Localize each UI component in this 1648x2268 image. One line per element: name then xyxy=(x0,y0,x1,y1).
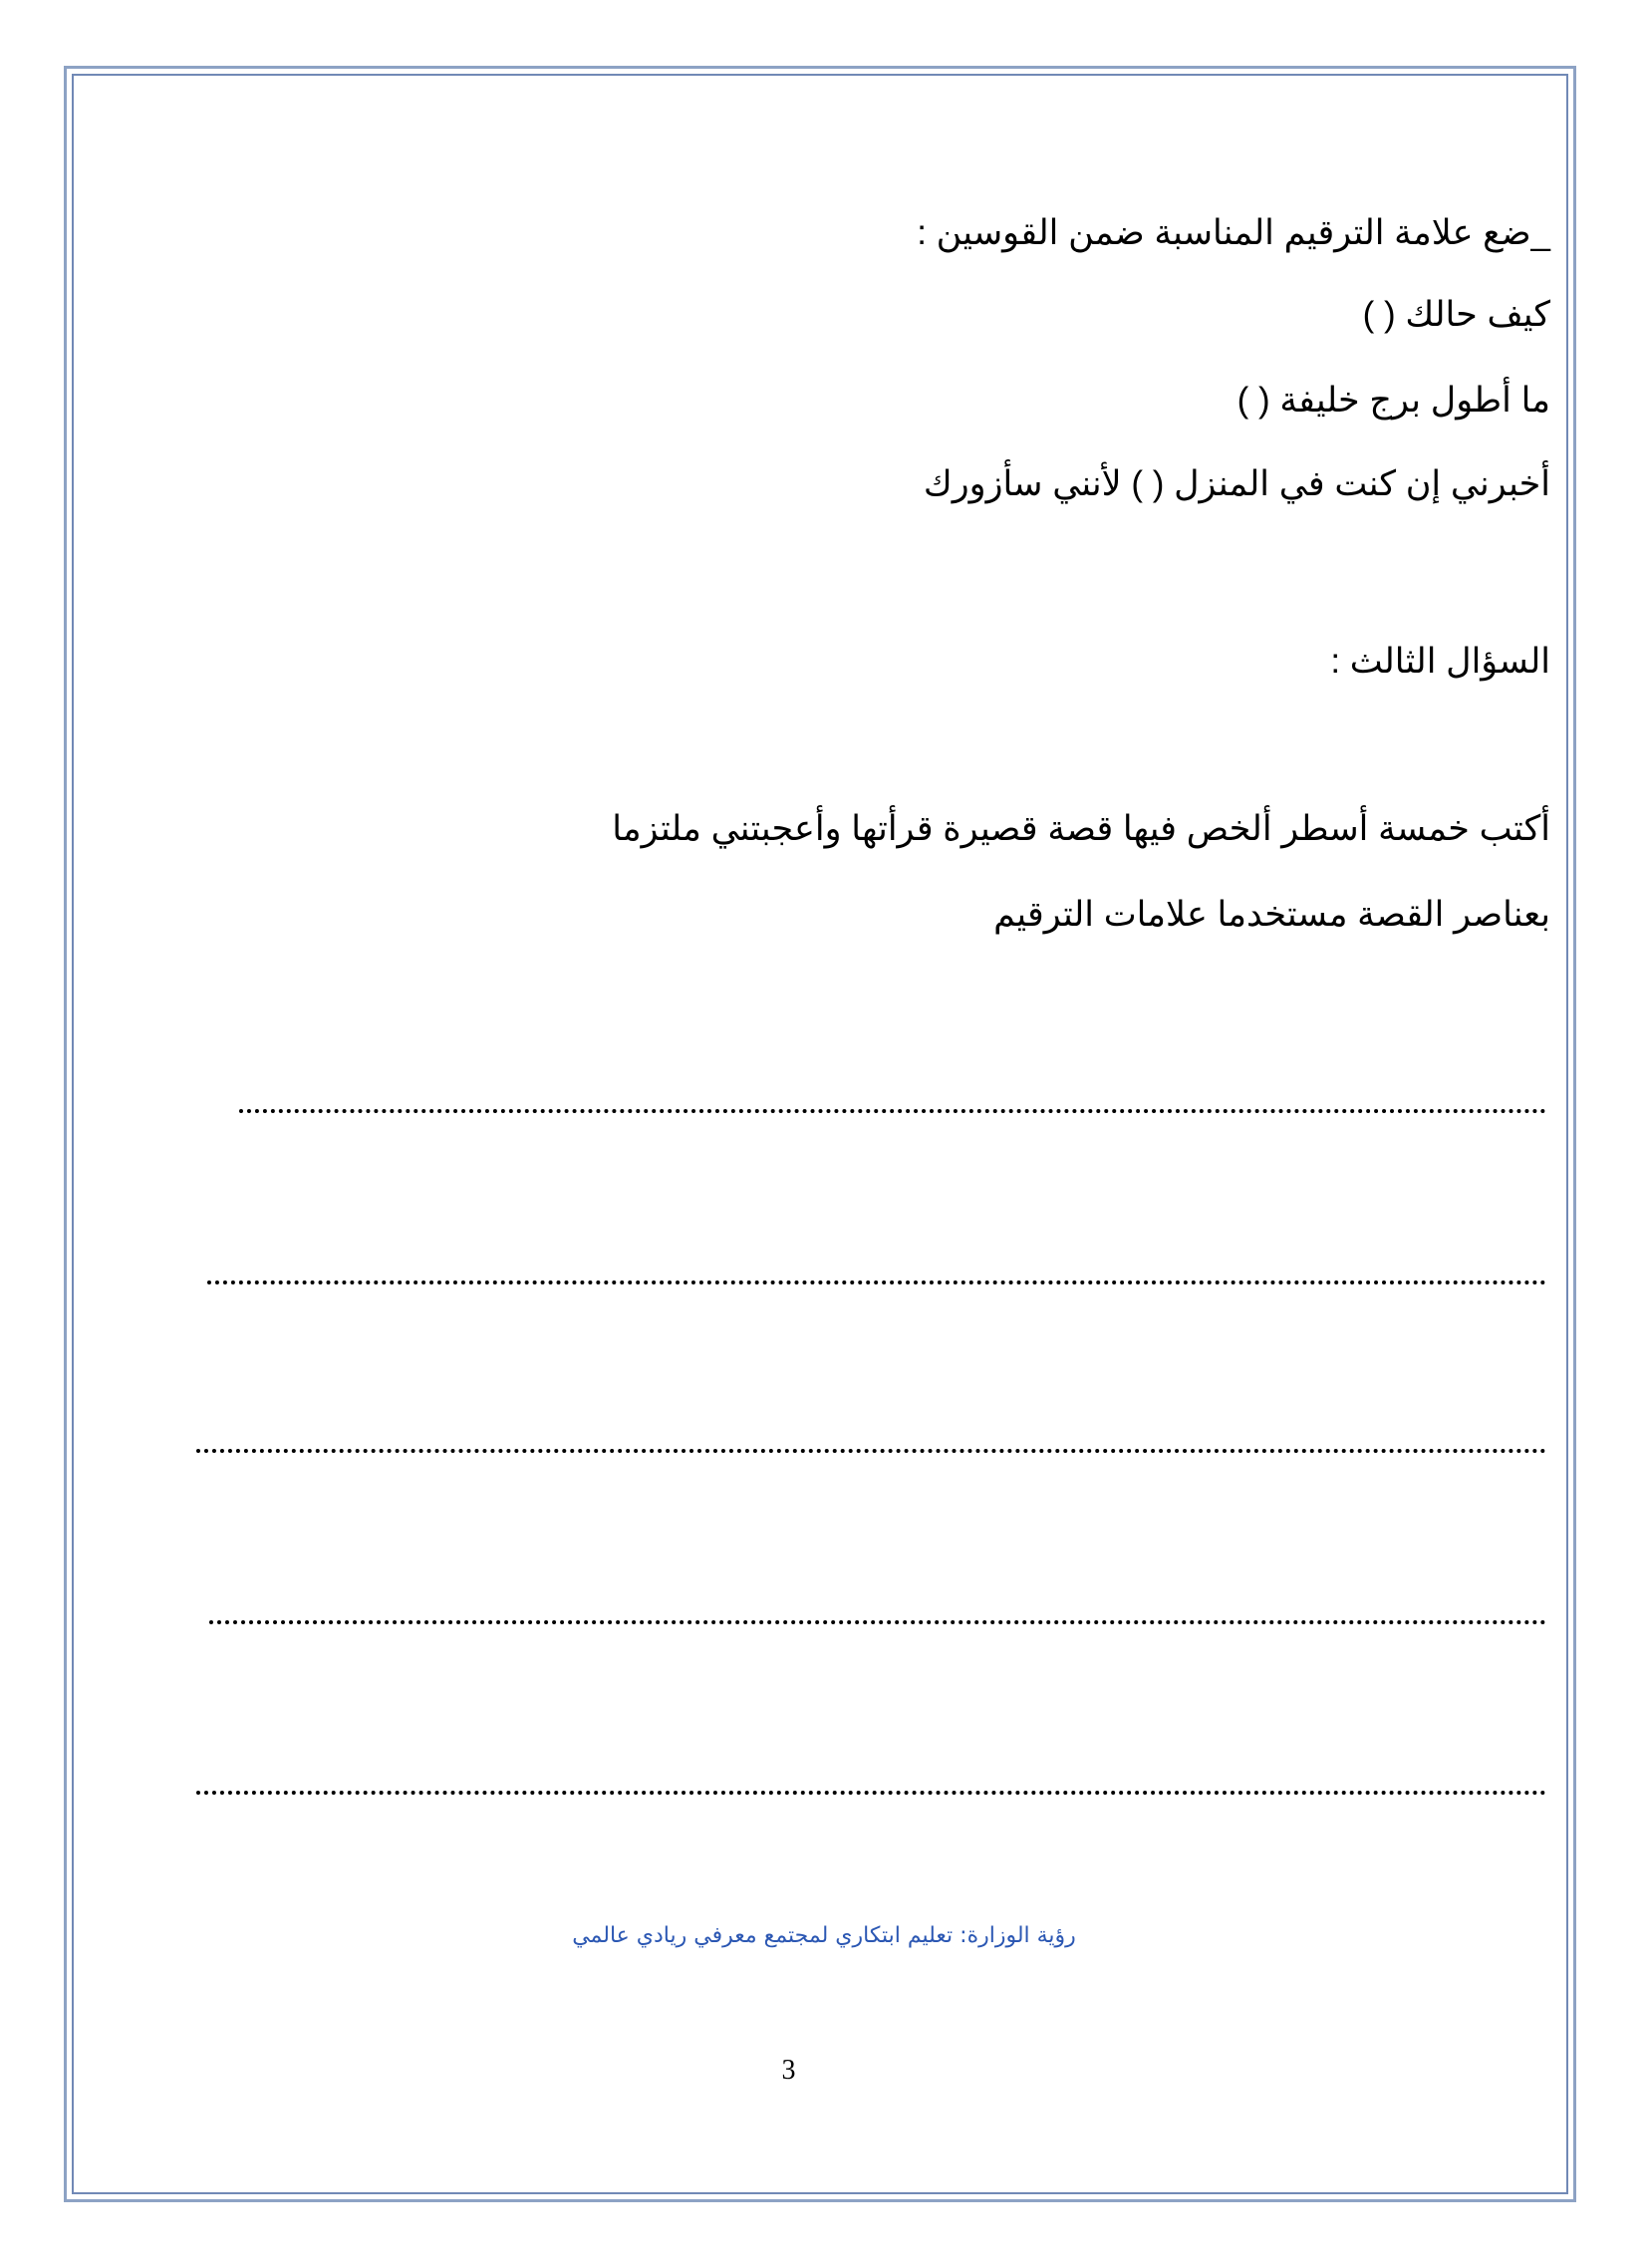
ministry-motto: رؤية الوزارة: تعليم ابتكاري لمجتمع معرفي ريادي عالمي xyxy=(572,1923,1076,1948)
item-2: ما أطول برج خليفة ( ) xyxy=(1236,381,1550,420)
page-number: 3 xyxy=(781,2055,796,2086)
question-three-text-line-1: أكتب خمسة أسطر ألخص فيها قصة قصيرة قرأتها وأعجبتني ملتزما xyxy=(612,809,1550,848)
answer-line-4[interactable] xyxy=(209,1610,1546,1624)
question-two-instruction: _ضع علامة الترقيم المناسبة ضمن القوسين : xyxy=(917,213,1550,252)
question-three-title: السؤال الثالث : xyxy=(1330,642,1550,681)
item-1: كيف حالك ( ) xyxy=(1362,295,1550,334)
answer-line-1[interactable] xyxy=(239,1099,1546,1113)
answer-line-3[interactable] xyxy=(196,1439,1546,1453)
question-three-text-line-2: بعناصر القصة مستخدما علامات الترقيم xyxy=(993,895,1550,934)
answer-line-2[interactable] xyxy=(207,1271,1546,1284)
answer-line-5[interactable] xyxy=(196,1781,1546,1795)
item-3: أخبرني إن كنت في المنزل ( ) لأنني سأزورك xyxy=(923,464,1550,503)
